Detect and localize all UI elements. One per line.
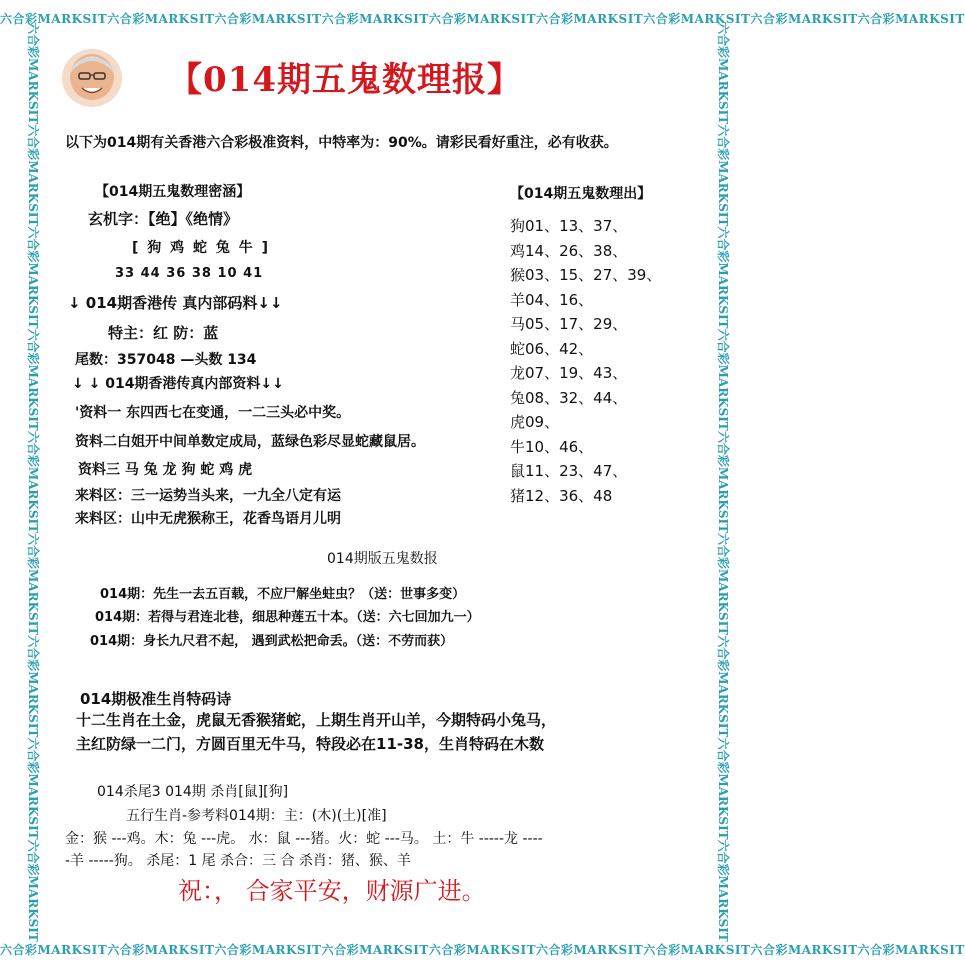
list-item: 猴03、15、27、39、 bbox=[510, 266, 662, 284]
poem-heading: 014期极准生肖特码诗 bbox=[80, 690, 232, 708]
laoliao-two: 来料区：山中无虎猴称王，花香鸟语月儿明 bbox=[75, 511, 341, 527]
list-item: 鼠11、23、47、 bbox=[510, 462, 628, 480]
ziliao-two: 资料二白姐开中间单数定成局，蓝绿色彩尽显蛇藏鼠居。 bbox=[75, 434, 425, 450]
list-item: 马05、17、29、 bbox=[510, 315, 628, 333]
riddle-line-3: 014期：身长九尺君不起， 遇到武松把命丢。（送：不劳而获） bbox=[90, 634, 454, 649]
code-heading: ↓ 014期香港传 真内部码料↓↓ bbox=[68, 294, 283, 312]
kill-summary-line: -羊 -----狗。 杀尾：1 尾 杀合：三 合 杀肖：猪、猴、羊 bbox=[65, 853, 411, 869]
poem-line-2: 主红防绿一二门，方圆百里无牛马，特段必在11-38，生肖特码在木数 bbox=[76, 735, 544, 753]
riddle-line-1: 014期：先生一去五百载，不应尸解坐蛀虫？（送：世事多变） bbox=[100, 587, 466, 602]
output-heading: 【014期五鬼数理出】 bbox=[510, 186, 652, 202]
greeting-text: 祝：， 合家平安，财源广进。 bbox=[178, 877, 486, 905]
list-item: 羊04、16、 bbox=[510, 290, 594, 309]
list-item: 兔08、32、44、 bbox=[510, 388, 628, 407]
intro-text: 以下为014期有关香港六合彩极准资料，中特率为：90%。请彩民看好重注，必有收获。 bbox=[65, 135, 618, 151]
number-list: 33 44 36 38 10 41 bbox=[115, 266, 264, 281]
tezhu-text: 特主：红 防：蓝 bbox=[108, 324, 219, 342]
avatar bbox=[60, 47, 124, 109]
list-item: 牛10、46、 bbox=[510, 437, 594, 456]
border-right: 六合彩MARKSIT六合彩MARKSIT六合彩MARKSIT六合彩MARKSIT六合彩MARKSIT六合彩MARKSIT六合彩MARKSIT六合彩MARKSIT六合彩MARKSIT bbox=[716, 22, 730, 942]
animal-list: [ 狗 鸡 蛇 兔 牛 ] bbox=[132, 240, 271, 256]
kill-tail-line: 014杀尾3 014期 杀肖[鼠][狗] bbox=[97, 784, 289, 800]
list-item: 蛇06、42、 bbox=[510, 339, 594, 358]
list-item: 猪12、36、48 bbox=[510, 486, 613, 505]
weishu-text: 尾数：357048 —头数 134 bbox=[75, 352, 257, 368]
list-item: 鸡14、26、38、 bbox=[510, 241, 628, 260]
riddle-line-2: 014期：若得与君连北巷，细思种莲五十本。（送：六七回加九一） bbox=[95, 610, 480, 625]
secret-heading: 【014期五鬼数理密涵】 bbox=[95, 184, 251, 200]
data-heading: ↓ ↓ 014期香港传真内部资料↓↓ bbox=[72, 376, 284, 392]
poem-line-1: 十二生肖在土金，虎鼠无香猴猪蛇，上期生肖开山羊，今期特码小兔马， bbox=[76, 711, 557, 729]
list-item: 龙07、19、43、 bbox=[510, 364, 628, 382]
xuanji-text: 玄机字：【绝】《绝情》 bbox=[88, 210, 239, 228]
list-item: 狗01、13、37、 bbox=[510, 217, 628, 235]
ziliao-one: '资料一 东四西七在变通，一二三头必中奖。 bbox=[75, 405, 351, 421]
border-top: 六合彩MARKSIT六合彩MARKSIT六合彩MARKSIT六合彩MARKSIT六合彩MARKSIT六合彩MARKSIT六合彩MARKSIT六合彩MARKSIT六合彩MARKSIT bbox=[0, 12, 965, 26]
number-report-heading: 014期版五鬼数报 bbox=[327, 551, 438, 567]
laoliao-one: 来料区：三一运势当头来，一九全八定有运 bbox=[75, 488, 341, 504]
five-elements-line: 五行生肖-参考料014期：主：(木)(土)[准] bbox=[126, 808, 387, 824]
border-bottom: 六合彩MARKSIT六合彩MARKSIT六合彩MARKSIT六合彩MARKSIT六合彩MARKSIT六合彩MARKSIT六合彩MARKSIT六合彩MARKSIT六合彩MARKSIT bbox=[0, 943, 965, 957]
elements-detail-line: 金：猴 ---鸡。木：兔 ---虎。 水：鼠 ---猪。火：蛇 ---马。 土：牛 -----龙 ---- bbox=[65, 831, 543, 847]
border-left: 六合彩MARKSIT六合彩MARKSIT六合彩MARKSIT六合彩MARKSIT六合彩MARKSIT六合彩MARKSIT六合彩MARKSIT六合彩MARKSIT六合彩MARKSIT bbox=[26, 22, 40, 942]
list-item: 虎09、 bbox=[510, 413, 560, 431]
page-title: 【014期五鬼数理报】 bbox=[168, 60, 522, 100]
ziliao-three: 资料三 马 兔 龙 狗 蛇 鸡 虎 bbox=[78, 462, 253, 478]
zodiac-number-list bbox=[510, 215, 661, 509]
